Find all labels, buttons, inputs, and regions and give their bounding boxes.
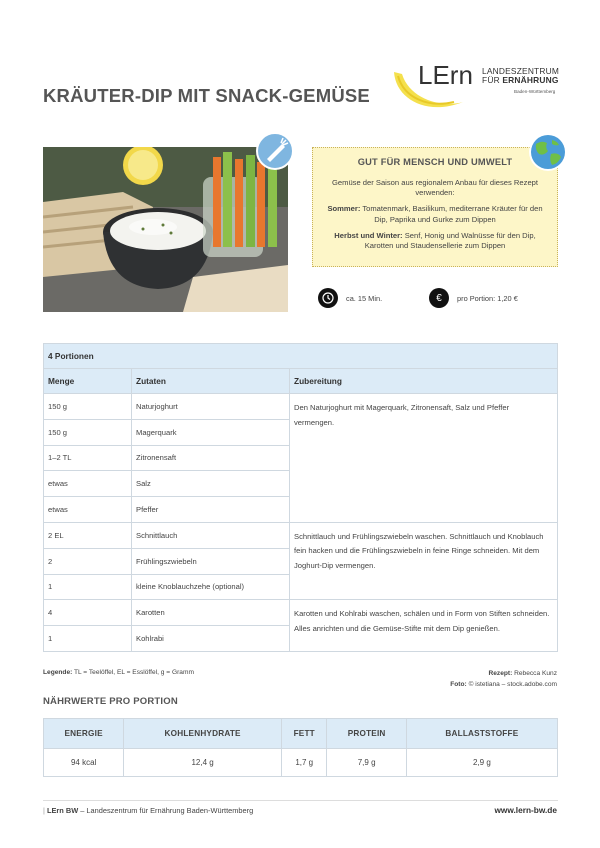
ingredient-cell: Naturjoghurt — [132, 394, 290, 420]
ingredient-cell: Schnittlauch — [132, 522, 290, 548]
footer-org: | LErn BW – Landeszentrum für Ernährung Baden-Württemberg — [43, 806, 254, 815]
nutrition-value: 7,9 g — [327, 749, 406, 777]
prep-step-3: Karotten und Kohlrabi waschen, schälen und in Form von Stiften schneiden. Alles anrichten und die Gemüse-Stifte mit dem Dip genießen. — [290, 600, 558, 652]
sustainability-intro: Gemüse der Saison aus regionalem Anbau für dieses Rezept verwenden: — [332, 178, 538, 198]
logo-subline: Baden-Württemberg — [514, 89, 556, 94]
logo-sun-arc-icon — [388, 52, 568, 122]
photo-credit-label: Foto: — [450, 680, 467, 688]
photo-credit-text: © istetiana – stock.adobe.com — [466, 680, 557, 688]
logo-line2 — [482, 76, 559, 85]
summer-label: Sommer: — [327, 204, 361, 214]
nutrition-value: 2,9 g — [406, 749, 557, 777]
ingredient-cell: Salz — [132, 471, 290, 497]
ingredient-cell: Karotten — [132, 600, 290, 626]
euro-icon: € — [429, 288, 449, 308]
amount-cell: 1 — [44, 574, 132, 600]
nutrition-header: ENERGIE — [44, 719, 124, 749]
logo-line2a: FÜR — [482, 75, 503, 86]
amount-cell: 4 — [44, 600, 132, 626]
footer-org-long: – Landeszentrum für Ernährung Baden-Württemberg — [78, 806, 254, 815]
recipe-credit-label: Rezept: — [488, 670, 513, 677]
ingredient-cell: Zitronensaft — [132, 445, 290, 471]
legend — [43, 669, 194, 676]
credits — [450, 669, 557, 690]
nutrition-value: 1,7 g — [281, 749, 327, 777]
legend-label: Legende: — [43, 669, 73, 676]
carrot-badge-icon — [256, 132, 294, 170]
page-title: KRÄUTER-DIP MIT SNACK-GEMÜSE — [43, 85, 370, 106]
summer-text: Tomatenmark, Basilikum, mediterrane Kräuter für den Dip, Paprika und Gurke zum Dippen — [360, 204, 543, 224]
ingredient-cell: Pfeffer — [132, 497, 290, 523]
ingredient-cell: Magerquark — [132, 419, 290, 445]
ingredient-cell: kleine Knoblauchzehe (optional) — [132, 574, 290, 600]
prep-time: ca. 15 Min. — [346, 293, 383, 303]
amount-cell: 2 — [44, 548, 132, 574]
amount-cell: 150 g — [44, 419, 132, 445]
sustainability-box — [312, 147, 558, 267]
logo-wordmark — [482, 67, 559, 86]
footer-org-short: LErn BW — [46, 806, 79, 815]
table-row — [44, 600, 558, 626]
ingredient-cell: Frühlingszwiebeln — [132, 548, 290, 574]
col-prep: Zubereitung — [290, 369, 558, 394]
lern-logo — [388, 52, 568, 122]
prep-step-1: Den Naturjoghurt mit Magerquark, Zitronensaft, Salz und Pfeffer vermengen. — [290, 394, 558, 523]
recipe-credit — [450, 669, 557, 680]
recipe-credit-text: Rebecca Kunz — [512, 670, 557, 677]
logo-mark: LErn — [418, 60, 473, 90]
nutrition-header: BALLASTSTOFFE — [406, 719, 557, 749]
summer-tip — [321, 204, 549, 224]
sustainability-heading: GUT FÜR MENSCH UND UMWELT — [357, 157, 513, 167]
time-info — [318, 288, 382, 308]
amount-cell: etwas — [44, 497, 132, 523]
price-info — [429, 288, 518, 308]
col-amount: Menge — [44, 369, 132, 394]
winter-label: Herbst und Winter: — [334, 230, 403, 240]
nutrition-title: NÄHRWERTE PRO PORTION — [43, 696, 178, 707]
logo-line2b: ERNÄHRUNG — [502, 75, 559, 86]
table-row — [44, 394, 558, 420]
prep-step-2: Schnittlauch und Frühlingszwiebeln waschen. Schnittlauch und Knoblauch fein hacken und die Frühlingszwiebeln in feine Ringe schneiden. Mit dem Joghurt-Dip vermengen. — [290, 522, 558, 599]
nutrition-header: KOHLENHYDRATE — [124, 719, 282, 749]
clock-icon — [318, 288, 338, 308]
ingredient-cell: Kohlrabi — [132, 626, 290, 652]
nutrition-value: 94 kcal — [44, 749, 124, 777]
winter-text: Senf, Honig und Walnüsse für den Dip, Karotten und Staudensellerie zum Dippen — [364, 230, 536, 251]
logo-line1: LANDESZENTRUM — [482, 66, 560, 76]
price-per-portion: pro Portion: 1,20 € — [457, 293, 518, 303]
recipe-photo — [43, 147, 288, 312]
amount-cell: 1–2 TL — [44, 445, 132, 471]
amount-cell: etwas — [44, 471, 132, 497]
globe-icon — [528, 132, 568, 172]
recipe-table — [43, 343, 558, 652]
footer-url-link[interactable]: www.lern-bw.de — [494, 805, 557, 815]
nutrition-header: FETT — [281, 719, 327, 749]
amount-cell: 150 g — [44, 394, 132, 420]
table-row — [44, 522, 558, 548]
nutrition-header: PROTEIN — [327, 719, 406, 749]
col-ingredient: Zutaten — [132, 369, 290, 394]
nutrition-table — [43, 718, 558, 777]
winter-tip — [321, 231, 549, 251]
amount-cell: 2 EL — [44, 522, 132, 548]
nutrition-value: 12,4 g — [124, 749, 282, 777]
portions-label: 4 Portionen — [44, 344, 558, 369]
legend-text: TL = Teelöffel, EL = Esslöffel, g = Gramm — [72, 669, 194, 676]
footer-divider — [43, 800, 558, 801]
amount-cell: 1 — [44, 626, 132, 652]
photo-credit — [450, 680, 557, 691]
